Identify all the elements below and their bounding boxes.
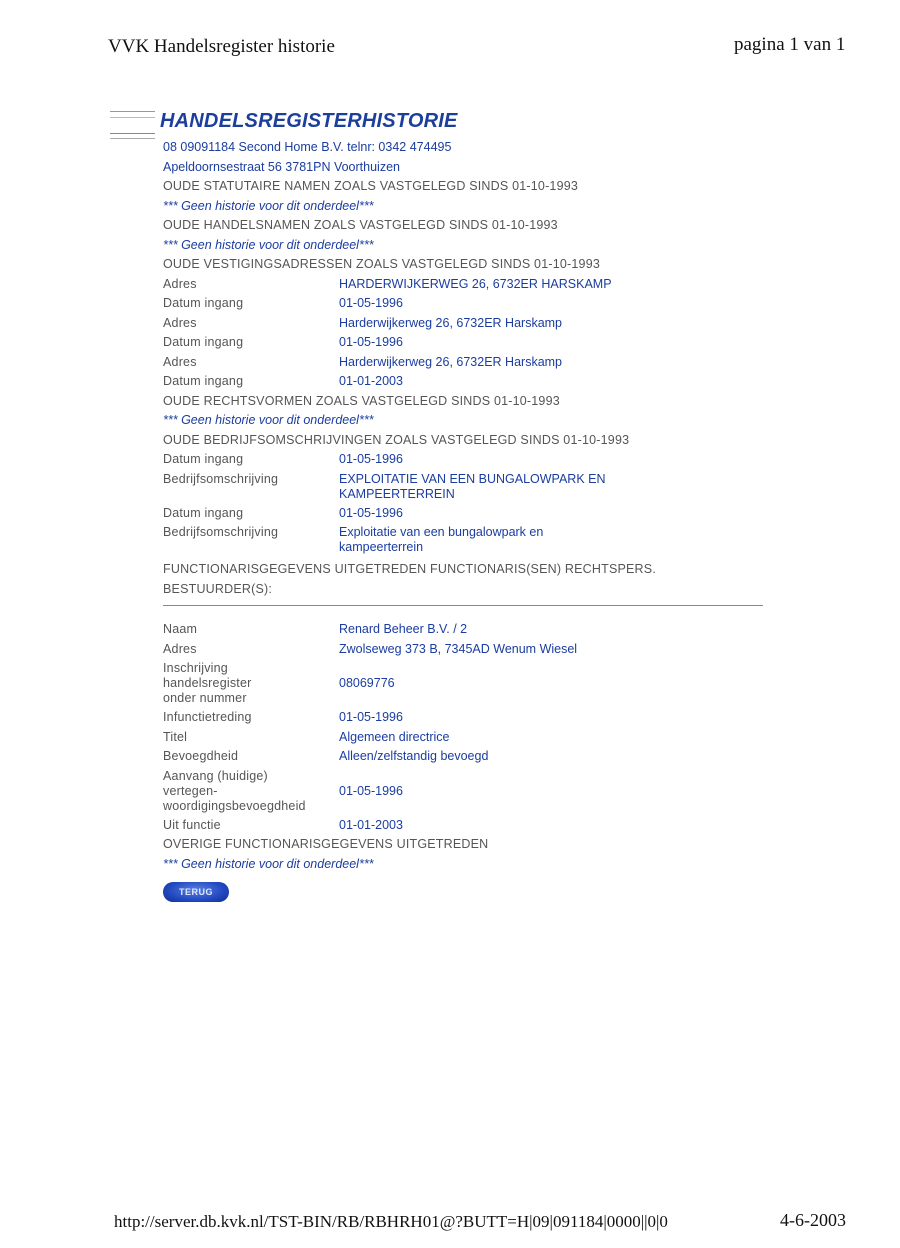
record-row [163, 659, 783, 708]
field-value: 01-05-1996 [339, 452, 403, 466]
field-value-line: EXPLOITATIE VAN EEN BUNGALOWPARK EN [339, 471, 606, 486]
record-row [163, 747, 783, 767]
field-label-line: woordigingsbevoegdheid [163, 798, 306, 813]
section-subtitle-bestuurders: BESTUURDER(S): [163, 581, 273, 596]
field-label: Bedrijfsomschrijving [163, 525, 279, 539]
section-title-vestigingsadressen: OUDE VESTIGINGSADRESSEN ZOALS VASTGELEGD SINDS 01-10-1993 [163, 257, 600, 271]
field-value: 08069776 [339, 676, 395, 690]
field-label: Datum ingang [163, 335, 244, 349]
field-label: Infunctietreding [163, 710, 252, 724]
field-label: Datum ingang [163, 505, 244, 520]
section-title-functionaris: FUNCTIONARISGEGEVENS UITGETREDEN FUNCTIONARIS(SEN) RECHTSPERS. [163, 562, 656, 576]
field-label: Datum ingang [163, 296, 244, 310]
record-row [163, 708, 783, 728]
field-label-line: Aanvang (huidige) [163, 768, 268, 783]
record-row [163, 294, 783, 314]
field-value: 01-01-2003 [339, 817, 403, 832]
back-button[interactable]: TERUG [163, 882, 229, 902]
field-value: HARDERWIJKERWEG 26, 6732ER HARSKAMP [339, 276, 612, 291]
record-row [163, 523, 783, 557]
field-label: Datum ingang [163, 374, 244, 388]
print-footer-url: http://server.db.kvk.nl/TST-BIN/RB/RBHRH01@?BUTT=H|09|091184|0000||0|0 [114, 1212, 668, 1231]
field-label [163, 661, 339, 706]
record-row [163, 333, 783, 353]
field-value-line: KAMPEERTERREIN [339, 486, 455, 501]
company-address: Apeldoornsestraat 56 3781PN Voorthuizen [163, 159, 400, 174]
no-history-note: *** Geen historie voor dit onderdeel*** [163, 856, 374, 871]
field-value: Harderwijkerweg 26, 6732ER Harskamp [339, 354, 563, 369]
field-label: Bedrijfsomschrijving [163, 471, 279, 486]
field-label: Adres [163, 276, 197, 291]
divider [163, 605, 763, 606]
decorative-bar [110, 111, 155, 118]
history-content [163, 138, 783, 902]
field-label: Datum ingang [163, 452, 244, 466]
record-row [163, 372, 783, 392]
no-history-note: *** Geen historie voor dit onderdeel*** [163, 413, 374, 427]
field-label: Uit functie [163, 817, 221, 832]
field-value [339, 525, 543, 555]
field-value-line: Exploitatie van een bungalowpark en [339, 525, 544, 539]
field-value: 01-05-1996 [339, 505, 403, 520]
decorative-bar [110, 133, 155, 139]
field-value: 01-05-1996 [339, 783, 403, 798]
field-value: Algemeen directrice [339, 729, 450, 744]
record-row [163, 450, 783, 470]
field-value: Alleen/zelfstandig bevoegd [339, 749, 489, 763]
record-row [163, 816, 783, 836]
record-row [163, 728, 783, 748]
field-label: Naam [163, 622, 198, 636]
no-history-note: *** Geen historie voor dit onderdeel*** [163, 198, 374, 213]
field-value: Harderwijkerweg 26, 6732ER Harskamp [339, 315, 563, 330]
field-label: Adres [163, 354, 197, 369]
field-label-line: onder nummer [163, 691, 247, 705]
company-info: 08 09091184 Second Home B.V. telnr: 0342 474495 [163, 140, 452, 154]
field-label-line: vertegen- [163, 783, 218, 798]
field-value: 01-05-1996 [339, 335, 403, 349]
record-row [163, 314, 783, 334]
field-label: Bevoegdheid [163, 749, 239, 763]
no-history-note: *** Geen historie voor dit onderdeel*** [163, 237, 374, 252]
field-value: Renard Beheer B.V. / 2 [339, 622, 468, 636]
print-header-title: VVK Handelsregister historie [108, 36, 335, 57]
field-label-line: handelsregister [163, 676, 252, 690]
record-row [163, 767, 783, 816]
field-label [163, 769, 339, 814]
section-title-bedrijfsomschrijvingen: OUDE BEDRIJFSOMSCHRIJVINGEN ZOALS VASTGELEGD SINDS 01-10-1993 [163, 432, 630, 447]
print-footer-date: 4-6-2003 [780, 1210, 846, 1230]
field-label: Titel [163, 729, 188, 744]
section-title-handelsnamen: OUDE HANDELSNAMEN ZOALS VASTGELEGD SINDS 01-10-1993 [163, 218, 558, 232]
record-row [163, 504, 783, 524]
field-label: Adres [163, 315, 197, 330]
field-value-line: kampeerterrein [339, 540, 424, 554]
field-value: 01-05-1996 [339, 710, 403, 724]
field-value: 01-05-1996 [339, 296, 403, 310]
field-value [339, 472, 606, 502]
page-title: HANDELSREGISTERHISTORIE [160, 110, 458, 132]
record-row [163, 470, 783, 504]
field-label-line: Inschrijving [163, 661, 228, 675]
field-value: Zwolseweg 373 B, 7345AD Wenum Wiesel [339, 641, 578, 656]
section-title-overige: OVERIGE FUNCTIONARISGEGEVENS UITGETREDEN [163, 837, 489, 851]
field-value: 01-01-2003 [339, 374, 403, 388]
record-row [163, 640, 783, 660]
record-row [163, 353, 783, 373]
section-title-statutaire: OUDE STATUTAIRE NAMEN ZOALS VASTGELEGD SINDS 01-10-1993 [163, 179, 579, 193]
section-title-rechtsvormen: OUDE RECHTSVORMEN ZOALS VASTGELEGD SINDS 01-10-1993 [163, 393, 560, 408]
field-label: Adres [163, 641, 197, 656]
print-page-number: pagina 1 van 1 [734, 34, 846, 55]
record-row [163, 620, 783, 640]
record-row [163, 275, 783, 295]
